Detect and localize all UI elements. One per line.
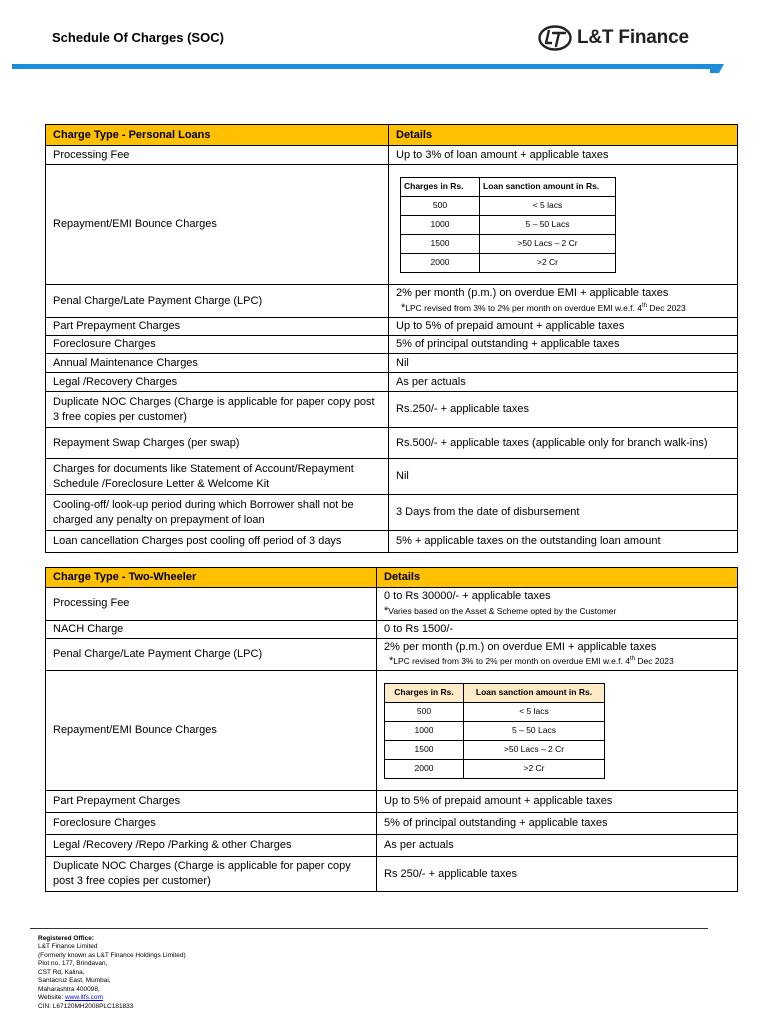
bounce-amount: >2 Cr: [480, 253, 616, 272]
charge-label: NACH Charge: [46, 620, 377, 638]
bounce-row: [401, 253, 616, 272]
bounce-row: [401, 234, 616, 253]
charge-label: Processing Fee: [46, 146, 389, 165]
charge-label: Penal Charge/Late Payment Charge (LPC): [46, 638, 377, 671]
bounce-charge: 1000: [401, 215, 480, 234]
cin-number: CIN: L67120MH2008PLC181833: [38, 1002, 134, 1010]
table-row: [46, 146, 738, 165]
table-row: [46, 638, 738, 671]
bounce-amount: 5 – 50 Lacs: [464, 721, 605, 740]
table-row: [46, 459, 738, 495]
charge-label: Loan cancellation Charges post cooling off period of 3 days: [46, 531, 389, 553]
header-divider-tip: [710, 64, 724, 73]
table-row: [46, 392, 738, 428]
charge-label: Cooling-off/ look-up period during which Borrower shall not be charged any penalty on prepayment of loan: [46, 495, 389, 531]
bounce-row: [401, 215, 616, 234]
bounce-amount: < 5 lacs: [480, 196, 616, 215]
charge-detail: 3 Days from the date of disbursement: [389, 495, 738, 531]
column-header-charge-type: Charge Type - Personal Loans: [46, 125, 389, 146]
footer-divider: [30, 928, 708, 929]
charge-label: Legal /Recovery /Repo /Parking & other Charges: [46, 835, 377, 857]
table-row: [46, 588, 738, 621]
charge-label: Penal Charge/Late Payment Charge (LPC): [46, 285, 389, 318]
charge-detail: Nil: [389, 459, 738, 495]
lt-logo-icon: [538, 25, 572, 51]
charge-detail: [377, 588, 738, 621]
bounce-row: [385, 702, 605, 721]
bounce-amount: >2 Cr: [464, 759, 605, 778]
bounce-charge: 1500: [385, 740, 464, 759]
table-row: [46, 495, 738, 531]
bounce-row: [385, 759, 605, 778]
charge-label: Foreclosure Charges: [46, 336, 389, 354]
address-line: L&T Finance Limited: [38, 943, 98, 951]
registered-office-title: Registered Office:: [38, 935, 94, 942]
charge-detail: As per actuals: [389, 373, 738, 392]
table-row: [46, 318, 738, 336]
charge-label: Duplicate NOC Charges (Charge is applicable for paper copy post 3 free copies per customer): [46, 857, 377, 892]
table-row: [46, 835, 738, 857]
charge-detail: Rs.500/- + applicable taxes (applicable only for branch walk-ins): [389, 428, 738, 459]
website-line: Website: www.ltfs.com: [38, 994, 103, 1002]
charge-label: Repayment/EMI Bounce Charges: [46, 671, 377, 791]
bounce-charge: 1500: [401, 234, 480, 253]
charge-detail: 5% + applicable taxes on the outstanding loan amount: [389, 531, 738, 553]
charge-detail: [389, 165, 738, 285]
charge-detail: Up to 3% of loan amount + applicable taxes: [389, 146, 738, 165]
bounce-row: [401, 196, 616, 215]
address-line: (Formerly known as L&T Finance Holdings Limited): [38, 951, 186, 959]
bounce-amount: < 5 lacs: [464, 702, 605, 721]
address-line: Plot no. 177, Brindavan,: [38, 960, 108, 968]
bounce-charge: 1000: [385, 721, 464, 740]
personal-loans-table: [45, 124, 738, 553]
charge-detail: Rs 250/- + applicable taxes: [377, 857, 738, 892]
bounce-header-amount: Loan sanction amount in Rs.: [480, 177, 616, 196]
charge-detail: 0 to Rs 1500/-: [377, 620, 738, 638]
charge-detail: [377, 671, 738, 791]
bounce-row: [385, 721, 605, 740]
table-row: [46, 671, 738, 791]
bounce-amount: 5 – 50 Lacs: [480, 215, 616, 234]
charge-label: Repayment/EMI Bounce Charges: [46, 165, 389, 285]
header-divider: [12, 64, 720, 69]
table-row: [46, 531, 738, 553]
charge-detail: As per actuals: [377, 835, 738, 857]
charge-detail: [377, 638, 738, 671]
bounce-charge: 2000: [401, 253, 480, 272]
table-row: [46, 336, 738, 354]
address-line: CST Rd, Kalina,: [38, 968, 85, 976]
detail-text: 2% per month (p.m.) on overdue EMI + applicable taxes: [396, 287, 669, 300]
brand-logo: [538, 25, 689, 51]
bounce-charge: 500: [401, 196, 480, 215]
address-line: Santacruz East, Mumbai,: [38, 977, 111, 985]
table-row: [46, 791, 738, 813]
column-header-charge-type: Charge Type - Two-Wheeler: [46, 568, 377, 588]
charge-label: Part Prepayment Charges: [46, 318, 389, 336]
charge-detail: Up to 5% of prepaid amount + applicable taxes: [377, 791, 738, 813]
column-header-details: Details: [377, 568, 738, 588]
table-row: [46, 285, 738, 318]
table-row: [46, 620, 738, 638]
charge-detail: 5% of principal outstanding + applicable taxes: [389, 336, 738, 354]
detail-note: *LPC revised from 3% to 2% per month on overdue EMI w.e.f. 4th Dec 2023: [389, 655, 674, 668]
registered-office: [38, 935, 186, 1011]
logo-text: L&T Finance: [577, 27, 689, 48]
detail-note: *LPC revised from 3% to 2% per month on overdue EMI w.e.f. 4th Dec 2023: [401, 302, 686, 314]
bounce-charges-table: [384, 683, 605, 779]
detail-text: 2% per month (p.m.) on overdue EMI + applicable taxes: [384, 640, 657, 653]
bounce-header-amount: Loan sanction amount in Rs.: [464, 683, 605, 702]
bounce-charge: 500: [385, 702, 464, 721]
bounce-row: [385, 740, 605, 759]
two-wheeler-table: [45, 567, 738, 892]
document-title: Schedule Of Charges (SOC): [52, 30, 224, 45]
charge-label: Annual Maintenance Charges: [46, 354, 389, 373]
bounce-header-charges: Charges in Rs.: [401, 177, 480, 196]
bounce-header-charges: Charges in Rs.: [385, 683, 464, 702]
charge-label: Repayment Swap Charges (per swap): [46, 428, 389, 459]
charge-detail: Nil: [389, 354, 738, 373]
charge-detail: Rs.250/- + applicable taxes: [389, 392, 738, 428]
table-row: [46, 373, 738, 392]
charge-label: Processing Fee: [46, 588, 377, 621]
table-row: [46, 354, 738, 373]
table-row: [46, 857, 738, 892]
charge-label: Part Prepayment Charges: [46, 791, 377, 813]
table-row: [46, 813, 738, 835]
detail-note: *Varies based on the Asset & Scheme opted by the Customer: [384, 604, 617, 617]
charge-detail: 5% of principal outstanding + applicable taxes: [377, 813, 738, 835]
bounce-amount: >50 Lacs – 2 Cr: [480, 234, 616, 253]
charge-label: Duplicate NOC Charges (Charge is applicable for paper copy post 3 free copies per customer): [46, 392, 389, 428]
charge-detail: Up to 5% of prepaid amount + applicable taxes: [389, 318, 738, 336]
bounce-amount: >50 Lacs – 2 Cr: [464, 740, 605, 759]
charge-label: Foreclosure Charges: [46, 813, 377, 835]
detail-text: 0 to Rs 30000/- + applicable taxes: [384, 590, 551, 602]
table-row: [46, 165, 738, 285]
bounce-charge: 2000: [385, 759, 464, 778]
charge-label: Charges for documents like Statement of Account/Repayment Schedule /Foreclosure Letter & Welcome Kit: [46, 459, 389, 495]
bounce-charges-table: [400, 177, 616, 273]
table-row: [46, 428, 738, 459]
website-link[interactable]: www.ltfs.com: [64, 994, 103, 1002]
address-line: Maharashtra 400098,: [38, 985, 100, 993]
charge-detail: [389, 285, 738, 318]
charge-label: Legal /Recovery Charges: [46, 373, 389, 392]
column-header-details: Details: [389, 125, 738, 146]
